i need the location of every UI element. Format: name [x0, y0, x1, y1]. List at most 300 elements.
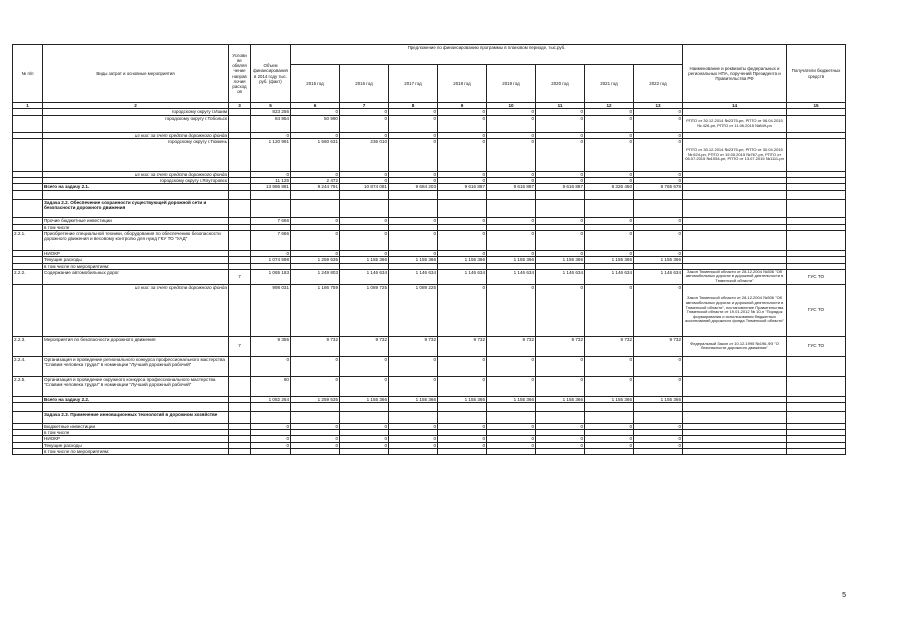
value-year: 50 990	[291, 115, 340, 132]
row-label: Всего на задачу 2.2.	[43, 396, 229, 402]
value-year: 1 146 634	[487, 269, 536, 284]
value-year	[389, 402, 438, 411]
value-year: 1 146 634	[585, 269, 634, 284]
value-2014	[251, 190, 291, 199]
row-label: городскому округу г.Тобольск	[43, 115, 229, 132]
value-year	[291, 449, 340, 455]
row-number: 2.2.2.	[13, 269, 43, 284]
column-index: 5	[251, 103, 291, 109]
value-year: 1 146 634	[389, 269, 438, 284]
value-year	[340, 199, 389, 217]
value-year: 0	[487, 109, 536, 115]
header-npa: Наименование и реквизиты федеральных и региональных НПА, поручений Президента и Правительства РФ	[683, 45, 787, 103]
value-year: 1 155 366	[389, 257, 438, 263]
value-year: 0	[634, 230, 683, 250]
value-year: 0	[536, 436, 585, 442]
value-year	[438, 402, 487, 411]
value-year: 9 732	[340, 336, 389, 356]
row-label: НИОКР	[43, 250, 229, 256]
value-year: 1 146 634	[340, 269, 389, 284]
value-year: 0	[389, 115, 438, 132]
header-fact-2014: Объем финансирования в 2014 году тыс. руб. (факт)	[251, 45, 291, 103]
value-year: 0	[389, 217, 438, 224]
value-year: 0	[585, 423, 634, 429]
row-number	[13, 217, 43, 224]
value-year: 8 765 678	[634, 184, 683, 190]
value-year: 0	[585, 217, 634, 224]
value-year: 1 259 535	[291, 396, 340, 402]
row-label: Задача 2.2. Обеспечение сохранности существующей дорожной сети и безопасности дорожного движения	[43, 199, 229, 217]
value-year: 0	[291, 376, 340, 396]
value-year: 0	[487, 423, 536, 429]
value-year: 0	[389, 250, 438, 256]
value-year: 10 874 081	[340, 184, 389, 190]
npa-reference: Закон Тюменской области от 28.12.2004 №306 "Об автомобильных дорогах в дорожной деятельности в Тюменской области"	[683, 269, 787, 284]
recipient	[787, 356, 846, 376]
value-year: 0	[634, 171, 683, 177]
table-row	[13, 115, 846, 132]
header-year: 2021 год	[585, 65, 634, 103]
row-condition	[229, 376, 251, 396]
recipient	[787, 411, 846, 423]
value-2014	[251, 449, 291, 455]
value-year: 0	[291, 230, 340, 250]
table-row	[13, 217, 846, 224]
value-year: 9 732	[389, 336, 438, 356]
value-year: 0	[389, 376, 438, 396]
value-year: 1 259 535	[291, 257, 340, 263]
value-year: 0	[291, 423, 340, 429]
value-year: 0	[585, 109, 634, 115]
table-row	[13, 376, 846, 396]
recipient: ГУС ТО	[787, 336, 846, 356]
value-year: 0	[634, 109, 683, 115]
value-year: 0	[389, 138, 438, 171]
value-year: 1 155 366	[585, 257, 634, 263]
recipient: ГУС ТО	[787, 269, 846, 284]
value-year: 0	[634, 115, 683, 132]
value-year: 1 155 366	[487, 257, 536, 263]
npa-reference	[683, 402, 787, 411]
row-condition	[229, 411, 251, 423]
value-year	[291, 402, 340, 411]
value-year: 1 155 366	[438, 396, 487, 402]
value-year: 0	[536, 442, 585, 448]
value-year: 0	[536, 217, 585, 224]
value-year: 9 732	[585, 336, 634, 356]
value-2014: 0	[251, 250, 291, 256]
value-year: 0	[438, 356, 487, 376]
column-index: 3	[229, 103, 251, 109]
value-year: 0	[438, 423, 487, 429]
value-2014: 1 082 264	[251, 396, 291, 402]
value-year	[634, 449, 683, 455]
npa-reference	[683, 449, 787, 455]
value-year: 1 155 366	[634, 396, 683, 402]
value-year: 0	[340, 171, 389, 177]
column-index: 6	[291, 103, 340, 109]
value-year: 0	[536, 356, 585, 376]
value-year	[634, 190, 683, 199]
value-year: 0	[389, 442, 438, 448]
row-number	[13, 138, 43, 171]
value-year: 9 616 887	[536, 184, 585, 190]
table-row	[13, 284, 846, 336]
value-year: 9 732	[536, 336, 585, 356]
value-year: 1 155 366	[585, 396, 634, 402]
value-year	[536, 411, 585, 423]
value-year: 1 249 803	[291, 269, 340, 284]
value-year: 0	[487, 284, 536, 336]
value-2014: 13 986 881	[251, 184, 291, 190]
value-year: 0	[634, 217, 683, 224]
value-year: 0	[585, 230, 634, 250]
value-2014: 11 129	[251, 178, 291, 184]
value-year: 1 155 366	[536, 396, 585, 402]
value-2014: 0	[251, 436, 291, 442]
value-year: 1 155 366	[340, 257, 389, 263]
npa-reference	[683, 356, 787, 376]
row-label: городскому округу г.Ялуторовск	[43, 178, 229, 184]
value-year: 9 616 887	[487, 184, 536, 190]
value-year: 0	[585, 284, 634, 336]
value-year	[389, 411, 438, 423]
row-condition: 7	[229, 269, 251, 284]
header-plan: Предложение по финансированию программы в плановом периоде, тыс.руб.	[291, 45, 683, 65]
value-year: 9 244 791	[291, 184, 340, 190]
value-year: 0	[634, 138, 683, 171]
value-year: 0	[487, 376, 536, 396]
column-index: 10	[487, 103, 536, 109]
value-year: 0	[438, 436, 487, 442]
value-year	[340, 190, 389, 199]
value-year: 0	[585, 115, 634, 132]
value-year: 0	[487, 178, 536, 184]
row-label: Задача 2.3. Применение инновационных технологий в дорожном хозяйстве	[43, 411, 229, 423]
header-year: 2019 год	[487, 65, 536, 103]
value-year: 0	[291, 109, 340, 115]
value-year	[634, 199, 683, 217]
value-2014: 84 954	[251, 115, 291, 132]
value-year	[291, 190, 340, 199]
recipient	[787, 190, 846, 199]
row-condition	[229, 449, 251, 455]
value-year	[340, 402, 389, 411]
value-year	[389, 199, 438, 217]
row-number: 2.2.1.	[13, 230, 43, 250]
row-number	[13, 449, 43, 455]
row-number: 2.2.5.	[13, 376, 43, 396]
value-year	[536, 449, 585, 455]
npa-reference	[683, 411, 787, 423]
value-year: 0	[340, 109, 389, 115]
table-row	[13, 230, 846, 250]
table-row	[13, 336, 846, 356]
budget-table	[12, 44, 846, 455]
column-index: 12	[585, 103, 634, 109]
value-year	[291, 411, 340, 423]
value-year	[585, 411, 634, 423]
recipient	[787, 230, 846, 250]
table-row	[13, 190, 846, 199]
value-year: 0	[536, 171, 585, 177]
value-year: 0	[340, 132, 389, 138]
value-year: 0	[291, 132, 340, 138]
row-label: Организация и проведение окружного конкурса профессионального мастерства "Славим человека труда!" в номинации "Лучший дорожный рабочий"	[43, 376, 229, 396]
value-year: 0	[536, 423, 585, 429]
value-year: 0	[585, 356, 634, 376]
value-year: 0	[634, 356, 683, 376]
value-year: 9 616 887	[438, 184, 487, 190]
value-year: 0	[389, 423, 438, 429]
value-2014	[251, 199, 291, 217]
value-year: 0	[389, 230, 438, 250]
value-year: 0	[634, 178, 683, 184]
value-year: 0	[536, 376, 585, 396]
value-2014: 60	[251, 376, 291, 396]
npa-reference: РПТО от 30.12.2014 №2375-рп, РПТО от 06.04.2015 № 426-рп, РПТО от 11.06.2015 №849-рп	[683, 115, 787, 132]
value-year	[585, 402, 634, 411]
row-label	[43, 402, 229, 411]
value-year: 0	[438, 230, 487, 250]
value-year: 236 010	[340, 138, 389, 171]
value-year	[634, 402, 683, 411]
row-number	[13, 411, 43, 423]
row-condition	[229, 115, 251, 132]
table-row	[13, 449, 846, 455]
value-year: 1 155 366	[438, 257, 487, 263]
header-year: 2020 год	[536, 65, 585, 103]
table-row	[13, 356, 846, 376]
header-year: 2015 год	[291, 65, 340, 103]
recipient	[787, 199, 846, 217]
table-row	[13, 138, 846, 171]
value-year: 0	[389, 132, 438, 138]
row-label: городскому округу г.Тюмень	[43, 138, 229, 171]
value-year: 0	[585, 436, 634, 442]
row-label: из них: за счет средств дорожного фонда	[43, 132, 229, 138]
value-year: 0	[438, 442, 487, 448]
row-label: Организация и проведение регионального конкурса профессионального мастерства "Славим человека труда!" в номинации "Лучший дорожный рабочий"	[43, 356, 229, 376]
row-condition	[229, 138, 251, 171]
value-year: 0	[291, 442, 340, 448]
value-year: 1 560 631	[291, 138, 340, 171]
value-year	[438, 449, 487, 455]
value-year: 0	[487, 132, 536, 138]
recipient	[787, 449, 846, 455]
value-2014: 1 120 991	[251, 138, 291, 171]
value-year: 0	[389, 356, 438, 376]
value-year: 0	[536, 250, 585, 256]
recipient: ГУС ТО	[787, 284, 846, 336]
npa-reference: РПТО от 30.12.2014 №2375-рп, РПТО от 30.04.2015 № 624-рп, РПТО от 19.05.2015 №767-рп, РПТО от 06.07.2015 №1054-рп, РПТО от 13.07.2015 №1111-рп	[683, 138, 787, 171]
value-year: 0	[438, 138, 487, 171]
row-number: 2.2.3.	[13, 336, 43, 356]
npa-reference: Федеральный Закон от 10.12.1995 №196-ФЗ "О безопасности дорожного движения"	[683, 336, 787, 356]
npa-reference	[683, 230, 787, 250]
row-number	[13, 284, 43, 336]
column-index: 13	[634, 103, 683, 109]
header-recipients: Получатели бюджетных средств	[787, 45, 846, 103]
value-year	[438, 190, 487, 199]
row-condition	[229, 190, 251, 199]
value-year: 0	[438, 284, 487, 336]
value-year: 0	[340, 217, 389, 224]
column-index: 11	[536, 103, 585, 109]
value-year: 9 684 203	[389, 184, 438, 190]
row-label: в том числе	[43, 430, 229, 436]
value-year: 0	[389, 171, 438, 177]
column-index: 2	[43, 103, 229, 109]
value-year: 1 146 634	[438, 269, 487, 284]
value-year: 0	[487, 230, 536, 250]
value-year: 0	[340, 376, 389, 396]
value-year: 0	[438, 115, 487, 132]
value-year: 0	[585, 442, 634, 448]
value-2014: 0	[251, 442, 291, 448]
value-year	[585, 449, 634, 455]
recipient	[787, 115, 846, 132]
row-condition	[229, 230, 251, 250]
table-row	[13, 269, 846, 284]
value-year: 0	[487, 217, 536, 224]
value-year: 1 155 366	[389, 396, 438, 402]
value-year: 0	[487, 250, 536, 256]
value-2014: 7 666	[251, 217, 291, 224]
value-year: 0	[585, 178, 634, 184]
value-year: 0	[340, 230, 389, 250]
value-year: 0	[291, 171, 340, 177]
row-number: 2.2.4.	[13, 356, 43, 376]
value-year: 0	[438, 178, 487, 184]
value-year	[487, 449, 536, 455]
value-year: 0	[291, 356, 340, 376]
value-2014	[251, 402, 291, 411]
row-label: Содержание автомобильных дорог	[43, 269, 229, 284]
npa-reference	[683, 199, 787, 217]
value-year: 0	[487, 356, 536, 376]
value-year: 0	[438, 132, 487, 138]
value-year: 0	[291, 217, 340, 224]
value-2014: 0	[251, 132, 291, 138]
table-row	[13, 199, 846, 217]
value-year: 0	[389, 109, 438, 115]
column-index: 7	[340, 103, 389, 109]
value-year: 0	[585, 250, 634, 256]
value-2014: 998 031	[251, 284, 291, 336]
value-year: 9 732	[438, 336, 487, 356]
value-year: 1 146 634	[536, 269, 585, 284]
value-year: 1 155 366	[536, 257, 585, 263]
value-year	[536, 402, 585, 411]
value-2014: 1 065 183	[251, 269, 291, 284]
row-number	[13, 199, 43, 217]
value-2014: 1 074 598	[251, 257, 291, 263]
value-year: 0	[340, 115, 389, 132]
table-row	[13, 402, 846, 411]
value-2014	[251, 411, 291, 423]
value-year: 0	[438, 217, 487, 224]
value-year: 2 472	[291, 178, 340, 184]
npa-reference	[683, 376, 787, 396]
value-year: 0	[487, 436, 536, 442]
value-year: 0	[536, 178, 585, 184]
value-year	[291, 199, 340, 217]
value-year: 0	[291, 436, 340, 442]
value-year: 0	[487, 442, 536, 448]
value-year	[634, 411, 683, 423]
value-year	[487, 411, 536, 423]
value-2014: 7 666	[251, 230, 291, 250]
value-year: 1 089 725	[340, 284, 389, 336]
value-2014: 9 355	[251, 336, 291, 356]
value-year: 0	[585, 132, 634, 138]
row-label: в том числе по мероприятиям:	[43, 263, 229, 269]
header-num: № п/п	[13, 45, 43, 103]
value-year: 1 146 634	[634, 269, 683, 284]
header-types: Виды затрат и основные мероприятия	[43, 45, 229, 103]
value-2014: 0	[251, 423, 291, 429]
row-label: Приобретение специальной техники, оборудования по обеспечению безопасности дорожного движения и весовому контролю для нужд ГКУ ТО "УАД"	[43, 230, 229, 250]
column-index: 14	[683, 103, 787, 109]
value-year: 0	[634, 284, 683, 336]
value-year: 1 155 366	[634, 257, 683, 263]
value-year: 0	[340, 356, 389, 376]
value-year: 0	[438, 250, 487, 256]
column-index: 1	[13, 103, 43, 109]
row-condition	[229, 402, 251, 411]
recipient	[787, 402, 846, 411]
row-label: Текущие расходы	[43, 442, 229, 448]
page-number: 5	[842, 592, 846, 599]
value-2014: 0	[251, 171, 291, 177]
npa-reference: Закон Тюменской области от 28.12.2004 №306 "Об автомобильных дорогах и дорожной деятельности в Тюменской области", постановление Правительства Тюменской области от 19.01.2012 № 10-п "Порядок формирования и использования бюджетных ассигнований дорожного фонда Тюменской области"	[683, 284, 787, 336]
row-label: из них: за счет средств дорожного фонда	[43, 171, 229, 177]
value-year	[340, 449, 389, 455]
header-year: 2018 год	[438, 65, 487, 103]
recipient	[787, 138, 846, 171]
value-2014: 0	[251, 356, 291, 376]
value-year: 0	[536, 230, 585, 250]
value-year	[340, 411, 389, 423]
header-conditions: Услови ве обвляя чение направ лочия расход ов	[229, 45, 251, 103]
value-year: 0	[487, 171, 536, 177]
row-number	[13, 402, 43, 411]
value-year: 1 186 759	[291, 284, 340, 336]
value-year: 0	[634, 436, 683, 442]
value-year	[536, 199, 585, 217]
value-year: 0	[585, 171, 634, 177]
value-year	[389, 190, 438, 199]
value-year	[487, 190, 536, 199]
row-label: из них: за счет средств дорожного фонда	[43, 284, 229, 336]
value-year	[585, 199, 634, 217]
value-year: 8 326 450	[585, 184, 634, 190]
value-year: 0	[634, 442, 683, 448]
row-label: Текущие расходы	[43, 257, 229, 263]
value-year: 0	[634, 376, 683, 396]
row-label: в том числе	[43, 224, 229, 230]
value-year: 0	[291, 250, 340, 256]
row-condition: 7	[229, 336, 251, 356]
npa-reference	[683, 190, 787, 199]
value-year: 0	[536, 132, 585, 138]
value-year: 0	[634, 250, 683, 256]
row-label: Прочие бюджетные инвестиции	[43, 217, 229, 224]
row-label: Мероприятия по безопасности дорожного движения	[43, 336, 229, 356]
row-condition	[229, 217, 251, 224]
value-year: 0	[438, 376, 487, 396]
